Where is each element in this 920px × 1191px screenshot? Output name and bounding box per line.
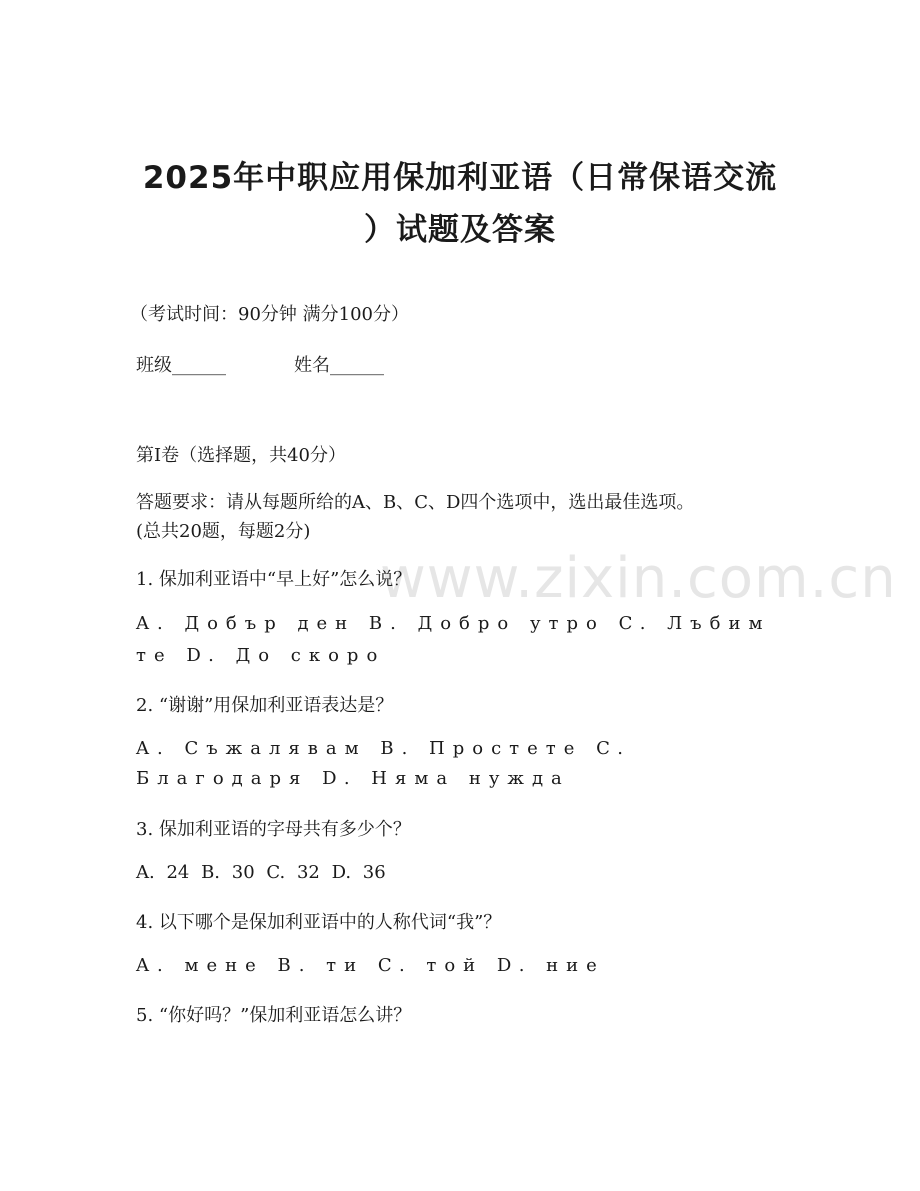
question-2-options-line-1: A. Съжалявам B. Простете C. xyxy=(136,738,631,759)
question-3-stem: 3. 保加利亚语的字母共有多少个？ xyxy=(136,819,411,840)
watermark: www.zixin.com.cn xyxy=(380,546,897,611)
name-field: 姓名______ xyxy=(294,355,384,376)
instructions-line-1: 答题要求：请从每题所给的A、B、C、D四个选项中，选出最佳选项。 xyxy=(136,492,695,513)
question-1-stem: 1. 保加利亚语中“早上好”怎么说？ xyxy=(136,569,412,590)
question-2-options-line-2: Благодаря D. Няма нужда xyxy=(136,768,570,789)
question-1-options-line-2: те D. До скоро xyxy=(136,645,386,666)
section-title: 第I卷（选择题，共40分） xyxy=(136,445,347,466)
question-2-stem: 2. “谢谢”用保加利亚语表达是？ xyxy=(136,695,394,716)
instructions-line-2: (总共20题，每题2分) xyxy=(136,521,311,542)
title-line-1: 2025年中职应用保加利亚语（日常保语交流 xyxy=(142,160,778,196)
question-3-options: A. 24 B. 30 C. 32 D. 36 xyxy=(136,862,386,883)
exam-info: （考试时间：90分钟 满分100分） xyxy=(130,304,409,325)
question-1-options-line-1: A. Добър ден B. Добро утро C. Лъбим xyxy=(136,613,771,634)
question-4-stem: 4. 以下哪个是保加利亚语中的人称代词“我”？ xyxy=(136,912,502,933)
question-4-options: A. мене B. ти C. той D. ние xyxy=(136,955,605,976)
class-field: 班级______ xyxy=(136,355,226,376)
document-title xyxy=(60,152,860,256)
title-line-2: ）试题及答案 xyxy=(364,212,556,248)
question-5-stem: 5. “你好吗？”保加利亚语怎么讲？ xyxy=(136,1005,412,1026)
